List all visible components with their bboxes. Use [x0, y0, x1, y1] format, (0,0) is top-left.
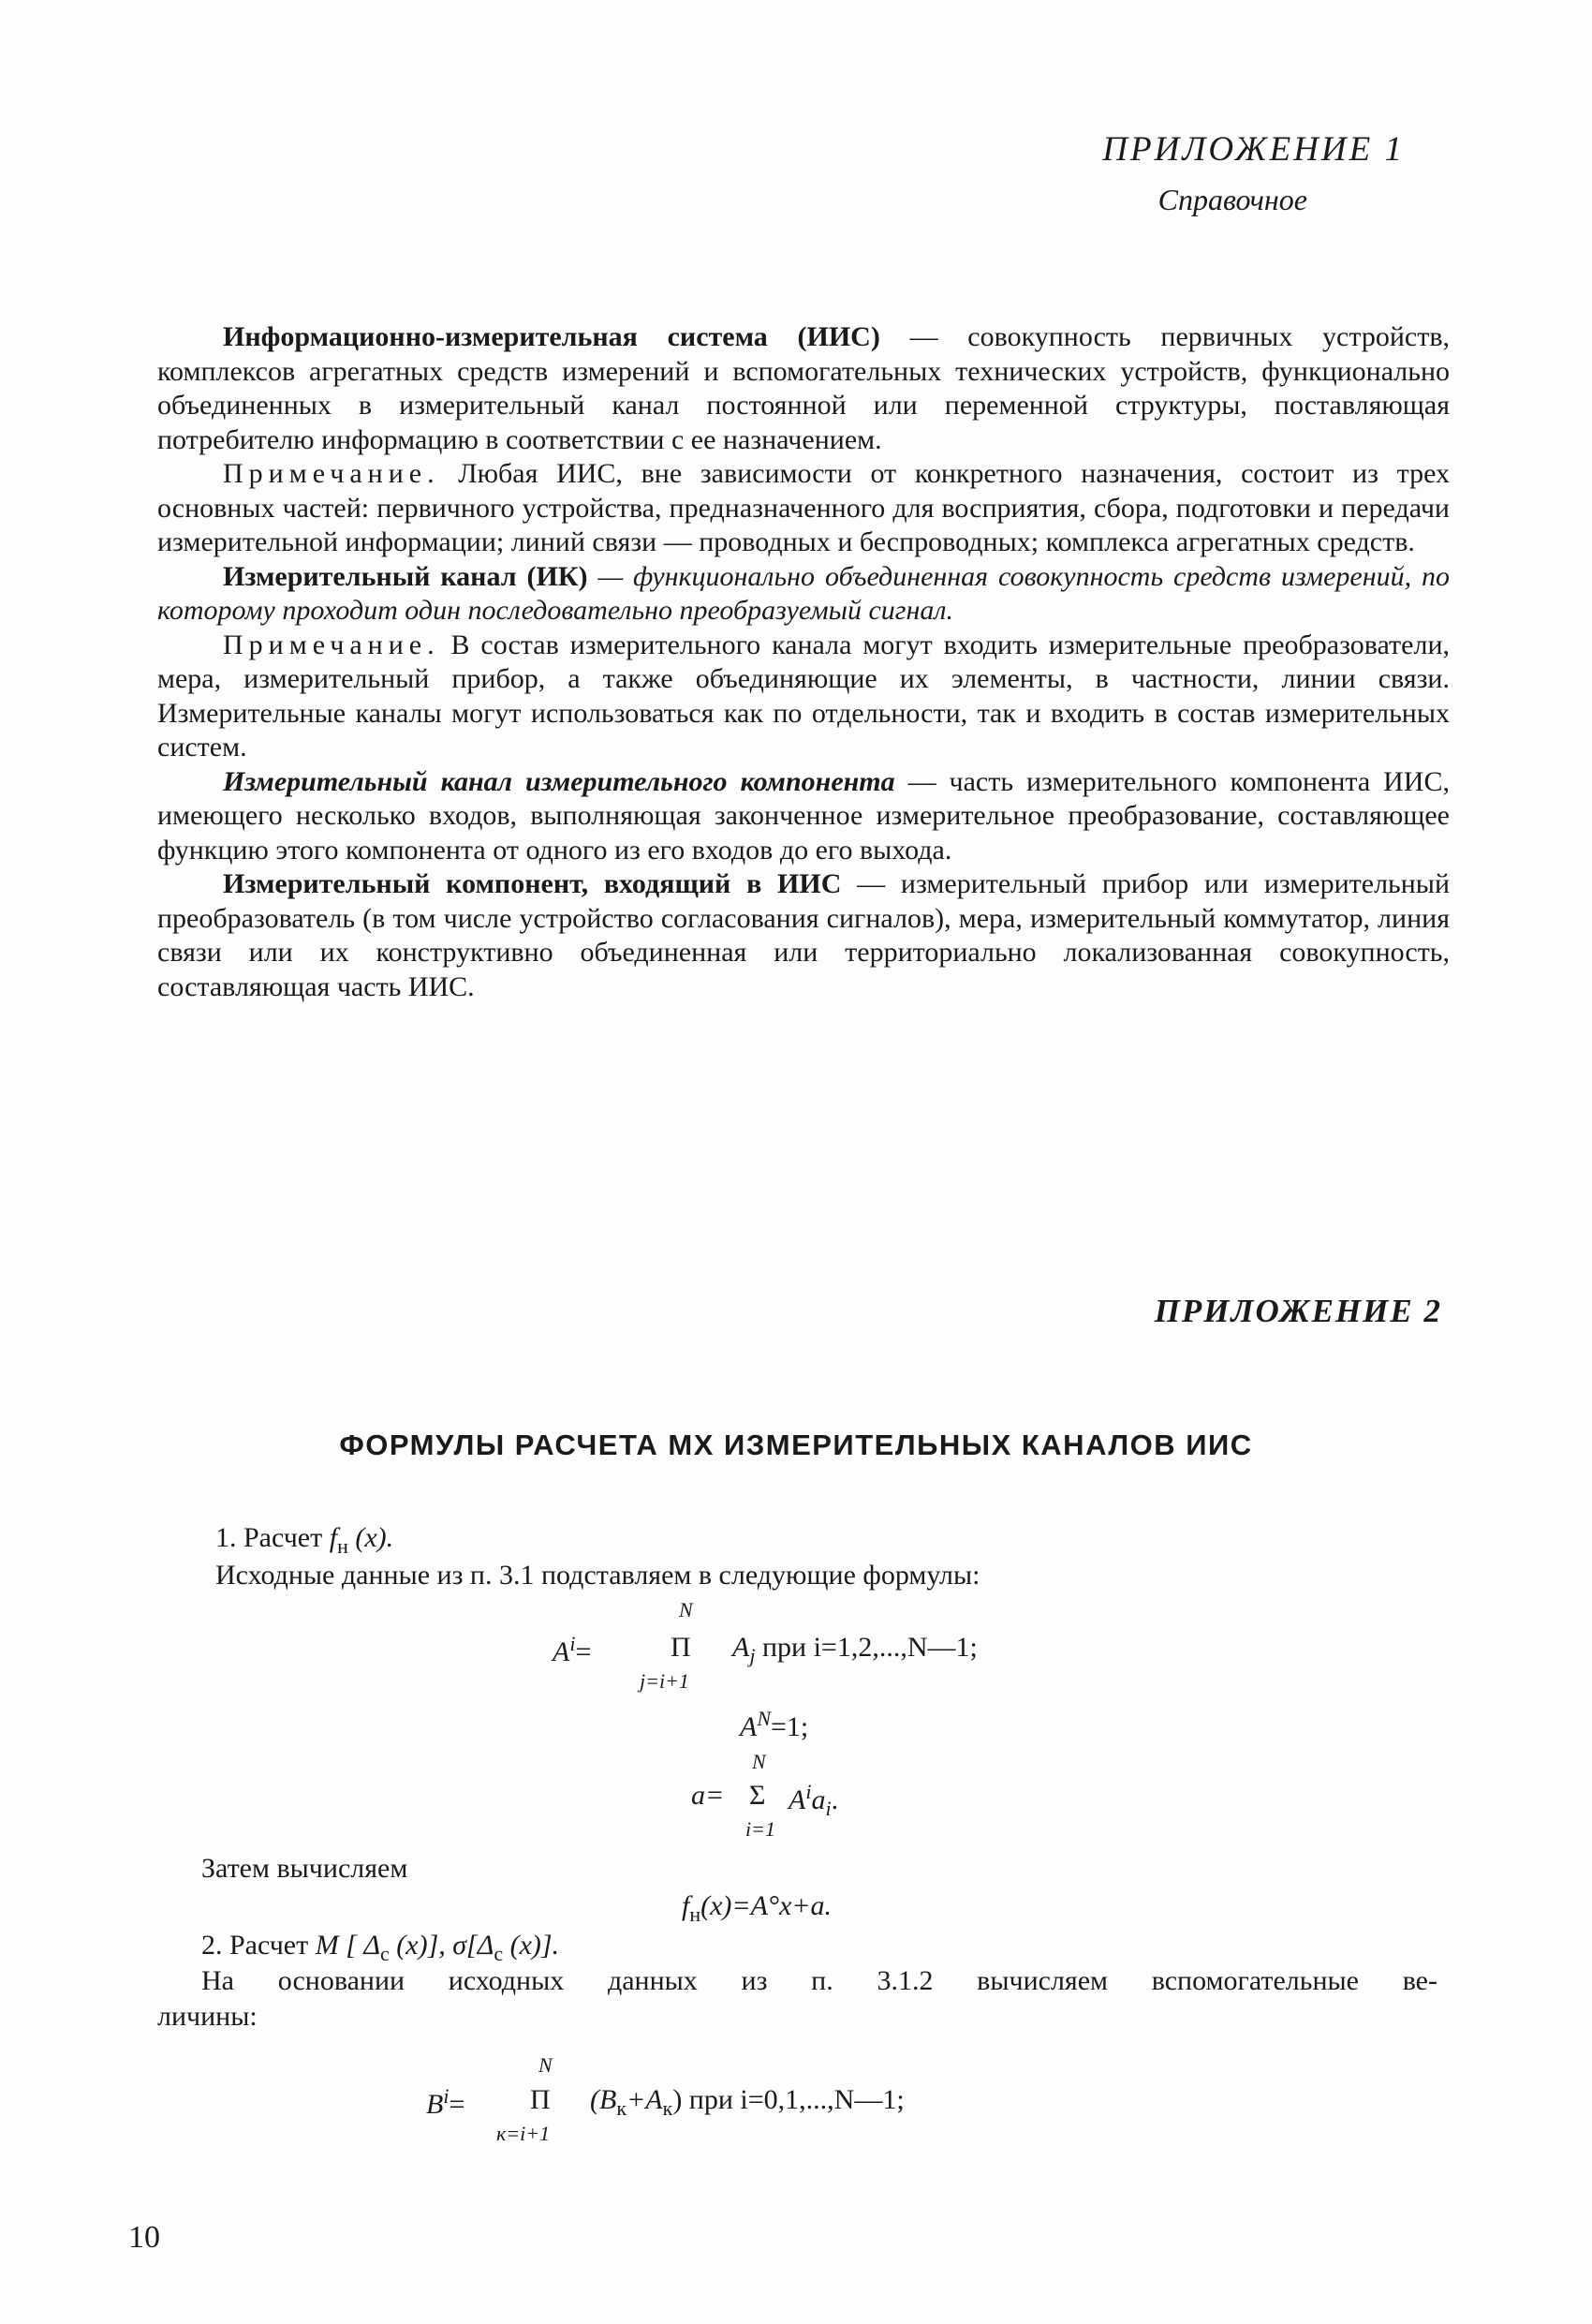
formula-lhs: B — [426, 2089, 444, 2120]
step1-text: Исходные данные из п. 3.1 подставляем в следующие формулы: — [215, 1560, 980, 1591]
formula-a-i — [553, 1632, 591, 1668]
formula-fn — [682, 1890, 832, 1927]
step1-sub: н — [337, 1534, 348, 1558]
formula-lhs: A — [740, 1711, 758, 1742]
formula-lhs: A — [553, 1636, 570, 1667]
definition-text: — измерительный прибор или измерительный преобразователь (в том числе устройство согласования сигналов), мера, измерительный коммутатор, линия связи или их конструктивно объединенная или территориально локализованная совокупность, составляющая часть ИИС. — [157, 868, 1451, 1002]
formula-lhs-sup: i — [569, 1632, 576, 1655]
appendix1-title: ПРИЛОЖЕНИЕ 1 — [1102, 130, 1405, 169]
step1-label: 1. Расчет — [215, 1522, 330, 1553]
definition-text: — совокупность первичных устройств, комплексов агрегатных средств измерений и вспомогательных технических устройств, функционально объединенных в измерительный канал постоянной или переменной структуры, поставляющая потребителю информацию в соответствии с ее назначением. — [157, 321, 1450, 455]
formula-term-sub: j — [749, 1644, 756, 1667]
formula-lhs-sup: i — [443, 2084, 450, 2108]
definition-paragraph — [157, 629, 1450, 765]
definition-text: — часть измерительного компонента ИИС, имеющего несколько входов, выполняющая законченное измерительное преобразование, составляющее функцию этого компонента от одного из его входов до его выхода. — [157, 765, 1450, 866]
step2-text-b: личины: — [157, 2001, 258, 2032]
definition-text: Любая ИИС, вне зависимости от конкретного назначения, состоит из трех основных частей: первичного устройства, предназначенного для восприятия, сбора, подготовки и передачи измерительной информации; линий связи — проводных и беспроводных; комплекса агрегатных средств. — [157, 458, 1450, 557]
formula-term-sub2: к — [662, 2096, 673, 2120]
definition-term: Информационно-измерительная система (ИИС) — [223, 321, 880, 352]
formula-sum-symbol: Σ — [749, 1780, 766, 1811]
definition-paragraph — [157, 457, 1450, 560]
step2-sub2: с — [494, 1942, 504, 1965]
formula-eq: = — [449, 2089, 465, 2120]
step2-line — [201, 1930, 559, 1966]
step1-func: f — [329, 1522, 338, 1553]
definition-text: В состав измерительного канала могут входить измерительные преобразователи, мера, измерительный прибор, а также объединяющие их элементы, в частности, линии связи. Измерительные каналы могут использоваться как по отдельности, так и входить в состав измерительных систем. — [157, 629, 1450, 762]
definition-text: — функционально объединенная совокупность средств измерений, по которому проходит один последовательно преобразуемый сигнал. — [157, 560, 1450, 626]
formula-lhs: f — [682, 1890, 690, 1921]
step2-label: 2. Расчет — [201, 1930, 316, 1961]
definition-paragraph — [157, 765, 1450, 868]
appendix1-header — [1102, 129, 1405, 217]
then-compute: Затем вычисляем — [201, 1853, 408, 1884]
formula-a-n — [740, 1707, 808, 1743]
formula-term-plus: +A — [626, 2084, 663, 2115]
formula-term2-sub: i — [825, 1797, 832, 1820]
formula-term-base: A — [732, 1632, 750, 1663]
formula-prod-symbol: Π — [671, 1632, 691, 1663]
appendix2-title: ПРИЛОЖЕНИЕ 2 — [1154, 1293, 1442, 1329]
formula-b-prod-top: N — [538, 2053, 553, 2077]
definition-paragraph — [157, 867, 1450, 1004]
formula-sum-term — [789, 1780, 838, 1821]
formula-term2: a — [811, 1784, 826, 1815]
page-number: 10 — [128, 2220, 160, 2255]
step1-arg: (x). — [347, 1522, 394, 1553]
formula-rest: =1; — [771, 1711, 809, 1742]
step2-sub: с — [380, 1942, 390, 1965]
definition-term: Измерительный канал (ИК) — [223, 560, 588, 592]
formula-term-base: (B — [590, 2084, 617, 2115]
formula-lhs-sub: н — [689, 1902, 701, 1926]
step2-expr: M [ Δ — [315, 1930, 381, 1961]
formula-term — [732, 1632, 978, 1668]
definition-paragraph — [157, 560, 1450, 629]
formula-sum-top: N — [752, 1750, 766, 1773]
step1-line — [215, 1522, 393, 1559]
formula-term-sup: i — [805, 1780, 812, 1803]
note-label: Примечание. — [223, 629, 440, 660]
note-label: Примечание. — [223, 458, 440, 489]
definition-term: Измерительный канал измерительного компонента — [223, 765, 895, 797]
step2-expr2: (x)], σ[Δ — [389, 1930, 494, 1961]
appendix1-subtitle: Справочное — [1157, 183, 1307, 216]
formula-b-prod-bottom: к=i+1 — [496, 2122, 551, 2145]
formula-prod-top: N — [679, 1598, 693, 1621]
step2-expr3: (x)]. — [503, 1930, 560, 1961]
formula-b-lhs — [426, 2084, 464, 2121]
formula-sum-lhs: a= — [691, 1780, 725, 1811]
formula-sum-bottom: i=1 — [745, 1817, 775, 1841]
step2-text-a: На основании исходных данных из п. 3.1.2 вычисляем вспомогательные ве- — [201, 1965, 1437, 1996]
formula-rest: (x)=A°x+a. — [700, 1890, 833, 1921]
formula-b-prod-symbol: Π — [530, 2084, 551, 2115]
formula-b-term — [590, 2084, 905, 2121]
formula-condition: ) при i=0,1,...,N—1; — [672, 2084, 905, 2115]
formula-condition: при i=1,2,...,N—1; — [755, 1632, 978, 1663]
formula-term-sub1: к — [616, 2096, 627, 2120]
appendix2-heading: ФОРМУЛЫ РАСЧЕТА МХ ИЗМЕРИТЕЛЬНЫХ КАНАЛОВ ИИС — [339, 1428, 1253, 1461]
definition-paragraph — [157, 320, 1450, 457]
formula-eq: = — [575, 1636, 592, 1667]
formula-end: . — [831, 1784, 839, 1815]
formula-lhs-sup: N — [757, 1707, 772, 1730]
formula-term-base: A — [789, 1784, 806, 1815]
definitions-block — [157, 320, 1450, 1004]
definition-term: Измерительный компонент, входящий в ИИС — [223, 868, 842, 899]
formula-prod-bottom: j=i+1 — [640, 1669, 689, 1693]
